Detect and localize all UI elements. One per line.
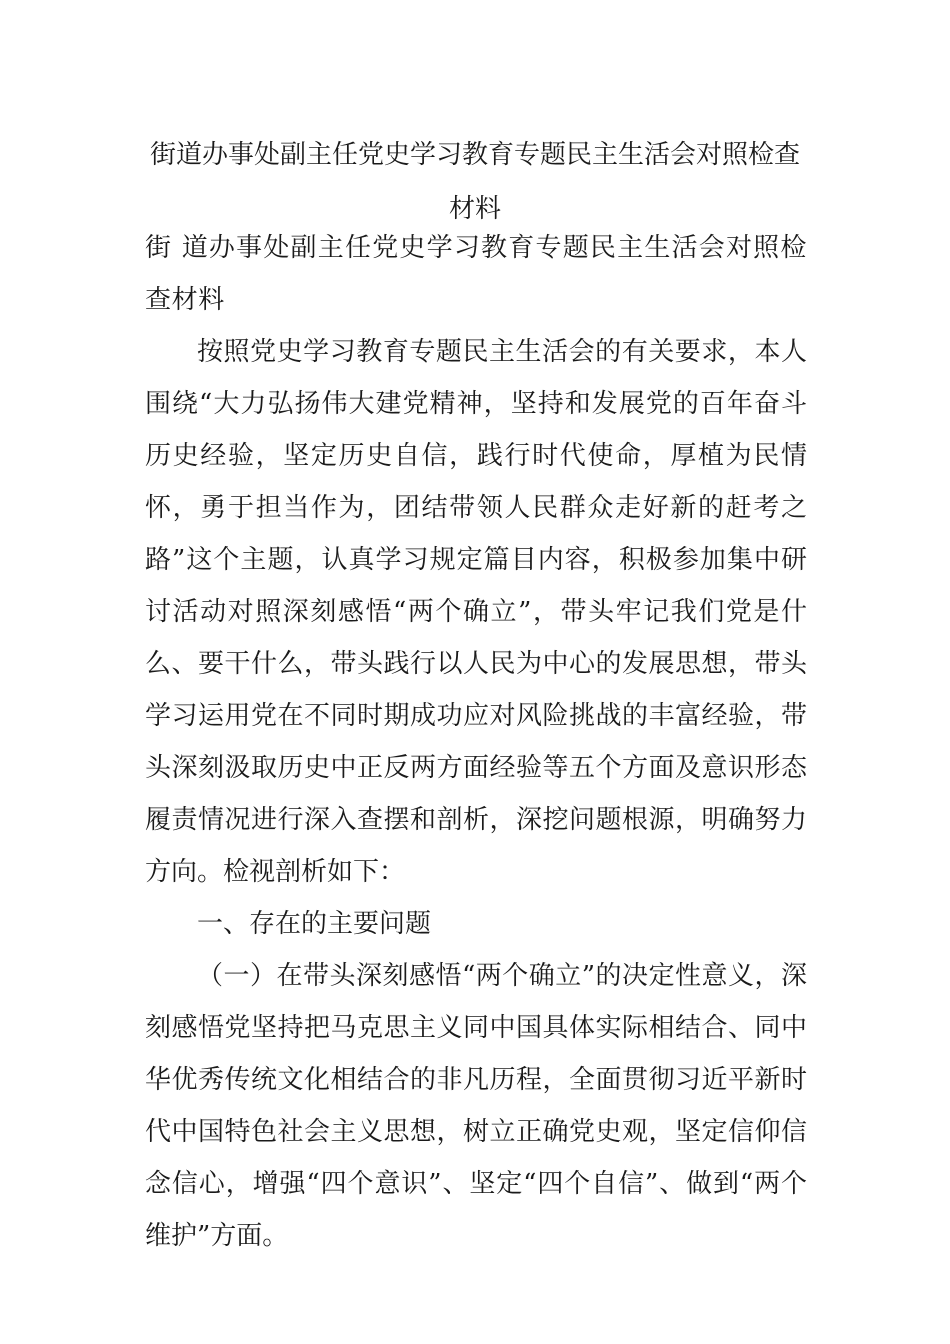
section-heading: 一、存在的主要问题 bbox=[197, 909, 432, 939]
document-body bbox=[145, 222, 807, 1262]
section-paragraph: （一）在带头深刻感悟“两个确立”的决定性意义，深刻感悟党坚持把马克思主义同中国具体实际相结合、同中华优秀传统文化相结合的非凡历程，全面贯彻习近平新时代中国特色社会主义思想，树立正确党史观，坚定信仰信念信心，增强“四个意识”、坚定“四个自信”、做到“两个维护”方面。 bbox=[145, 961, 807, 1251]
subtitle-paragraph: 街 道办事处副主任党史学习教育专题民主生活会对照检查材料 bbox=[145, 233, 807, 315]
intro-paragraph: 按照党史学习教育专题民主生活会的有关要求，本人围绕“大力弘扬伟大建党精神，坚持和发展党的百年奋斗历史经验，坚定历史自信，践行时代使命，厚植为民情怀，勇于担当作为，团结带领人民群众走好新的赶考之路”这个主题，认真学习规定篇目内容，积极参加集中研讨活动对照深刻感悟“两个确立”，带头牢记我们党是什么、要干什么，带头践行以人民为中心的发展思想，带头学习运用党在不同时期成功应对风险挑战的丰富经验，带头深刻汲取历史中正反两方面经验等五个方面及意识形态履责情况进行深入查摆和剖析，深挖问题根源，明确努力方向。检视剖析如下： bbox=[145, 337, 807, 887]
title-line-2: 材料 bbox=[448, 194, 501, 224]
document-title bbox=[145, 128, 805, 236]
title-line-1: 街道办事处副主任党史学习教育专题民主生活会对照检查 bbox=[149, 140, 800, 170]
